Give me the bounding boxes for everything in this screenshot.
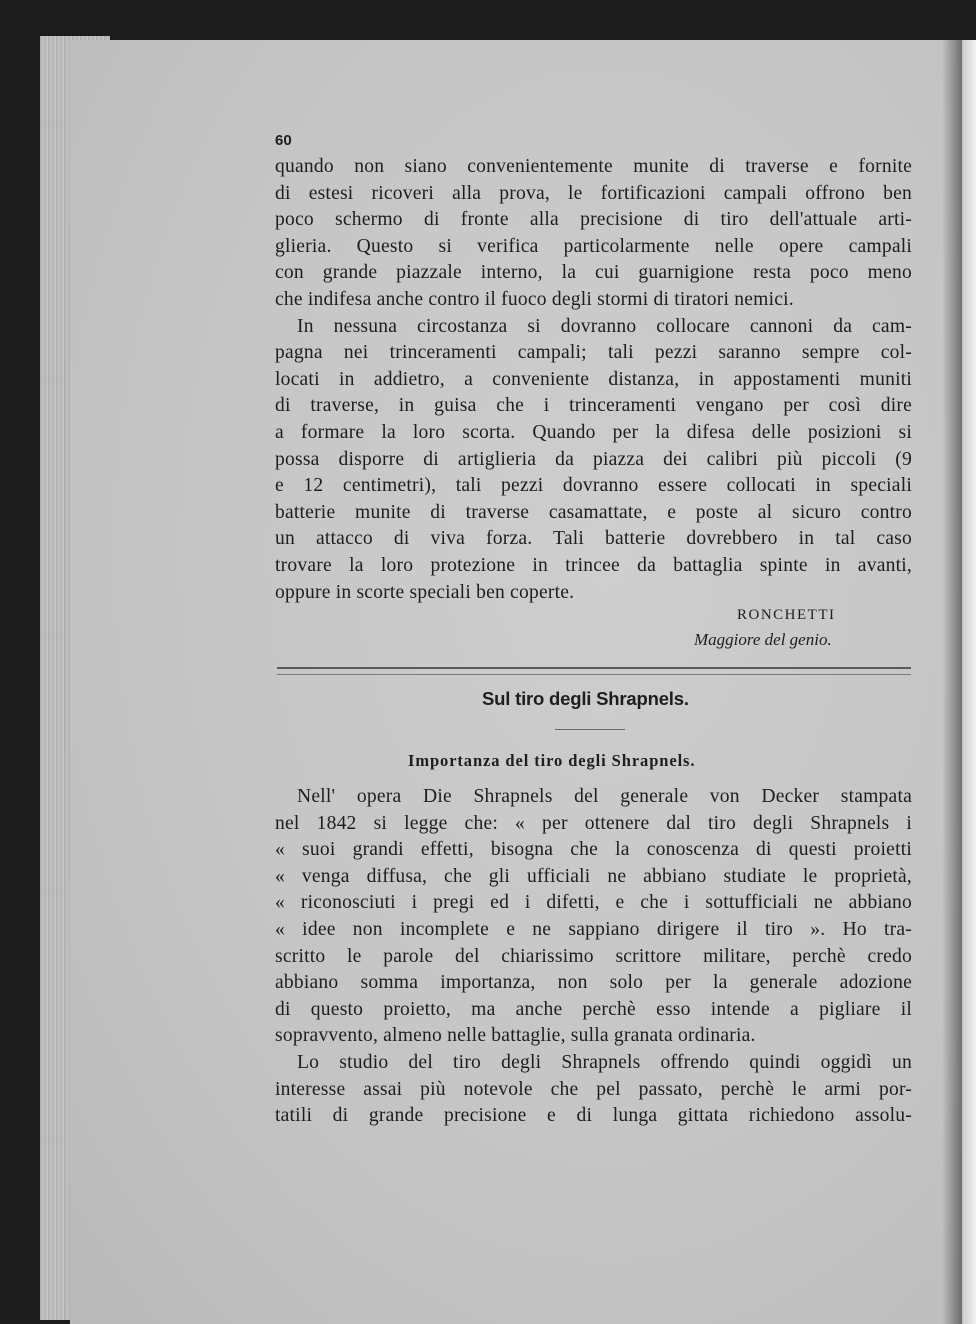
text-line: di traverse, in guisa che i trinceramenti vengano per così dire bbox=[275, 395, 912, 417]
text-line: possa disporre di artiglieria da piazza dei calibri più piccoli (9 bbox=[275, 448, 912, 470]
signature-title: Maggiore del genio. bbox=[694, 630, 832, 649]
spine-shadow bbox=[942, 40, 962, 1324]
page-number: 60 bbox=[275, 132, 292, 149]
text-line: e 12 centimetri), tali pezzi dovranno essere collocati in speciali bbox=[275, 475, 912, 497]
text-line: con grande piazzale interno, la cui guarnigione resta poco meno bbox=[275, 262, 912, 284]
paragraph-fortifications bbox=[275, 154, 912, 606]
signature-name: RONCHETTI bbox=[737, 607, 836, 623]
text-line: Lo studio del tiro degli Shrapnels offrendo quindi oggidì un bbox=[297, 1051, 912, 1073]
text-line: a formare la loro scorta. Quando per la difesa delle posizioni si bbox=[275, 421, 912, 443]
text-line: pagna nei trinceramenti campali; tali pezzi saranno sempre col- bbox=[275, 342, 912, 364]
text-line: glieria. Questo si verifica particolarmente nelle opere campali bbox=[275, 235, 912, 257]
text-line: « venga diffusa, che gli ufficiali ne abbiano studiate le proprietà, bbox=[275, 865, 912, 887]
text-line: sopravvento, almeno nelle battaglie, sulla granata ordinaria. bbox=[275, 1025, 756, 1047]
section-divider bbox=[277, 667, 911, 675]
text-line: tatili di grande precisione e di lunga gittata richiedono assolu- bbox=[275, 1105, 912, 1127]
text-line: interesse assai più notevole che pel passato, perchè le armi por- bbox=[275, 1078, 912, 1100]
text-line: batterie munite di traverse casamattate, e poste al sicuro contro bbox=[275, 501, 912, 523]
text-line: Nell' opera Die Shrapnels del generale von Decker stampata bbox=[297, 786, 912, 807]
text-line: locati in addietro, a conveniente distanza, in appostamenti muniti bbox=[275, 368, 912, 390]
text-line: abbiano somma importanza, non solo per la generale adozione bbox=[275, 972, 912, 994]
text-line: « suoi grandi effetti, bisogna che la conoscenza di questi proietti bbox=[275, 839, 912, 861]
text-line: che indifesa anche contro il fuoco degli stormi di tiratori nemici. bbox=[275, 288, 794, 310]
paragraph-shrapnels bbox=[275, 784, 912, 1130]
subsection-title: Importanza del tiro degli Shrapnels. bbox=[408, 751, 696, 770]
text-line: nel 1842 si legge che: « per ottenere dal tiro degli Shrapnels i bbox=[275, 812, 912, 834]
text-line: In nessuna circostanza si dovranno collocare cannoni da cam- bbox=[297, 315, 912, 337]
text-line: quando non siano convenientemente munite di traverse e fornite bbox=[275, 156, 912, 177]
title-underline bbox=[555, 729, 625, 730]
text-line: oppure in scorte speciali ben coperte. bbox=[275, 581, 575, 603]
text-line: di estesi ricoveri alla prova, le fortificazioni campali offrono ben bbox=[275, 182, 912, 204]
book-page bbox=[70, 40, 962, 1324]
text-line: scritto le parole del chiarissimo scrittore militare, perchè credo bbox=[275, 945, 912, 967]
section-title: Sul tiro degli Shrapnels. bbox=[482, 688, 689, 709]
text-line: « idee non incomplete e ne sappiano dirigere il tiro ». Ho tra- bbox=[275, 918, 912, 940]
text-line: trovare la loro protezione in trincee da battaglia spinte in avanti, bbox=[275, 554, 912, 576]
text-line: di questo proietto, ma anche perchè esso intende a pigliare il bbox=[275, 998, 912, 1020]
text-line: « riconosciuti i pregi ed i difetti, e che i sottufficiali ne abbiano bbox=[275, 892, 912, 914]
text-line: poco schermo di fronte alla precisione di tiro dell'attuale arti- bbox=[275, 209, 912, 231]
text-line: un attacco di viva forza. Tali batterie dovrebbero in tal caso bbox=[275, 528, 912, 550]
